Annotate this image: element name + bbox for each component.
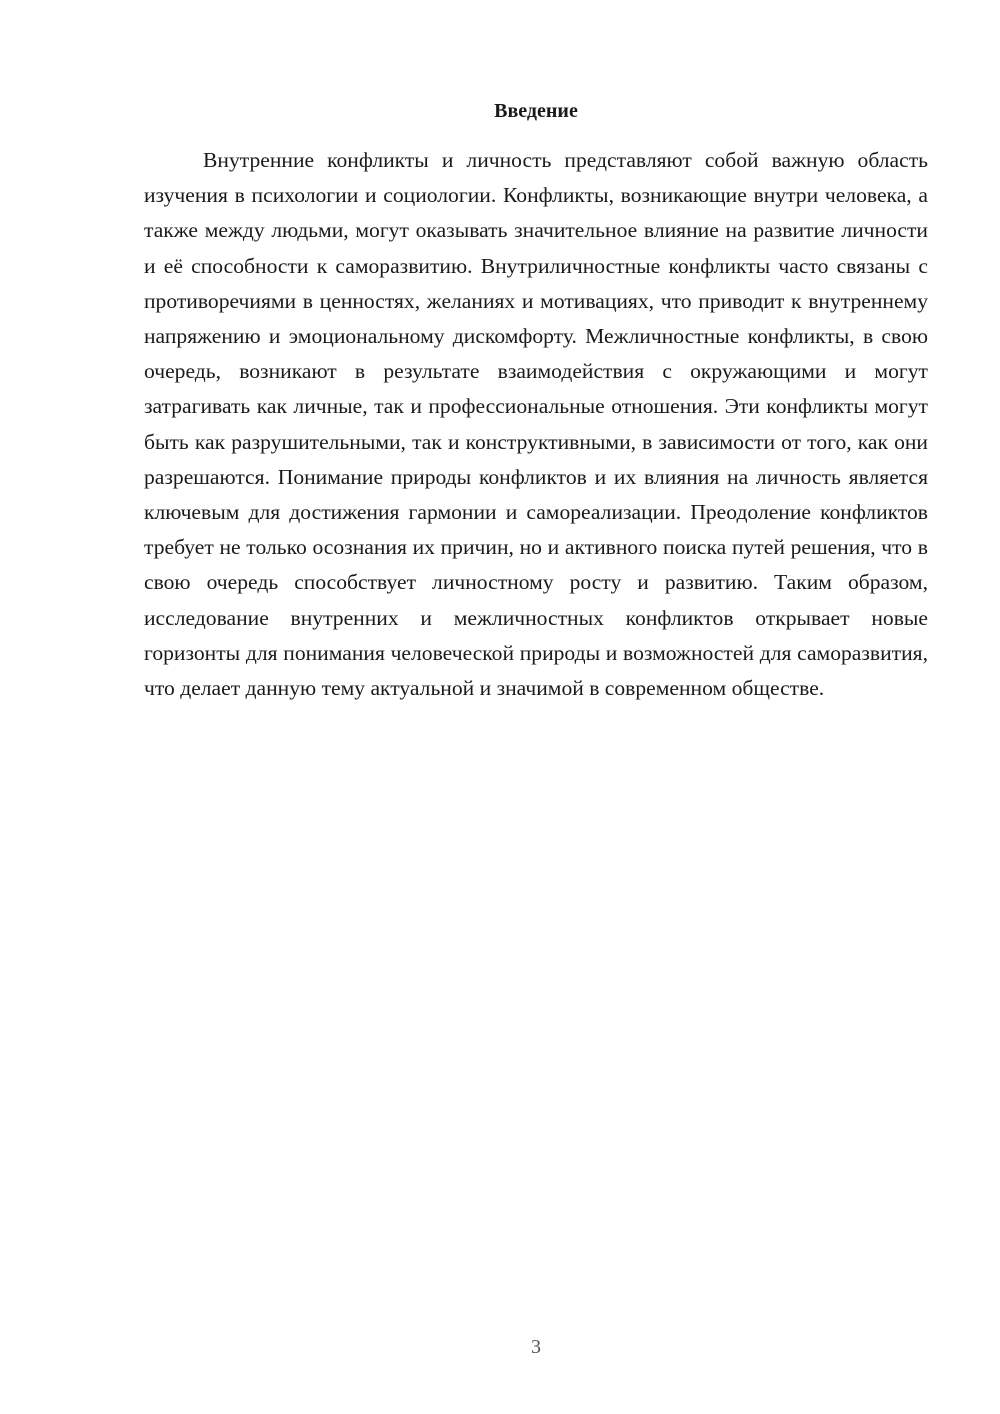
body-paragraph: Внутренние конфликты и личность представляют собой важную область изучения в психологии и социологии. Конфликты, возникающие внутри человека, а также между людьми, могут оказывать значительное влияние на развитие личности и её способности к саморазвитию. Внутриличностные конфликты часто связаны с противоречиями в ценностях, желаниях и мотивациях, что приводит к внутреннему напряжению и эмоциональному дискомфорту. Межличностные конфликты, в свою очередь, возникают в результате взаимодействия с окружающими и могут затрагивать как личные, так и профессиональные отношения. Эти конфликты могут быть как разрушительными, так и конструктивными, в зависимости от того, как они разрешаются. Понимание природы конфликтов и их влияния на личность является ключевым для достижения гармонии и самореализации. Преодоление конфликтов требует не только осознания их причин, но и активного поиска путей решения, что в свою очередь способствует личностному росту и развитию. Таким образом, исследование внутренних и межличностных конфликтов открывает новые горизонты для понимания человеческой природы и возможностей для саморазвития, что делает данную тему актуальной и значимой в современном обществе. [144, 148, 928, 701]
section-heading: Введение [494, 100, 578, 122]
page-number: 3 [531, 1336, 541, 1358]
